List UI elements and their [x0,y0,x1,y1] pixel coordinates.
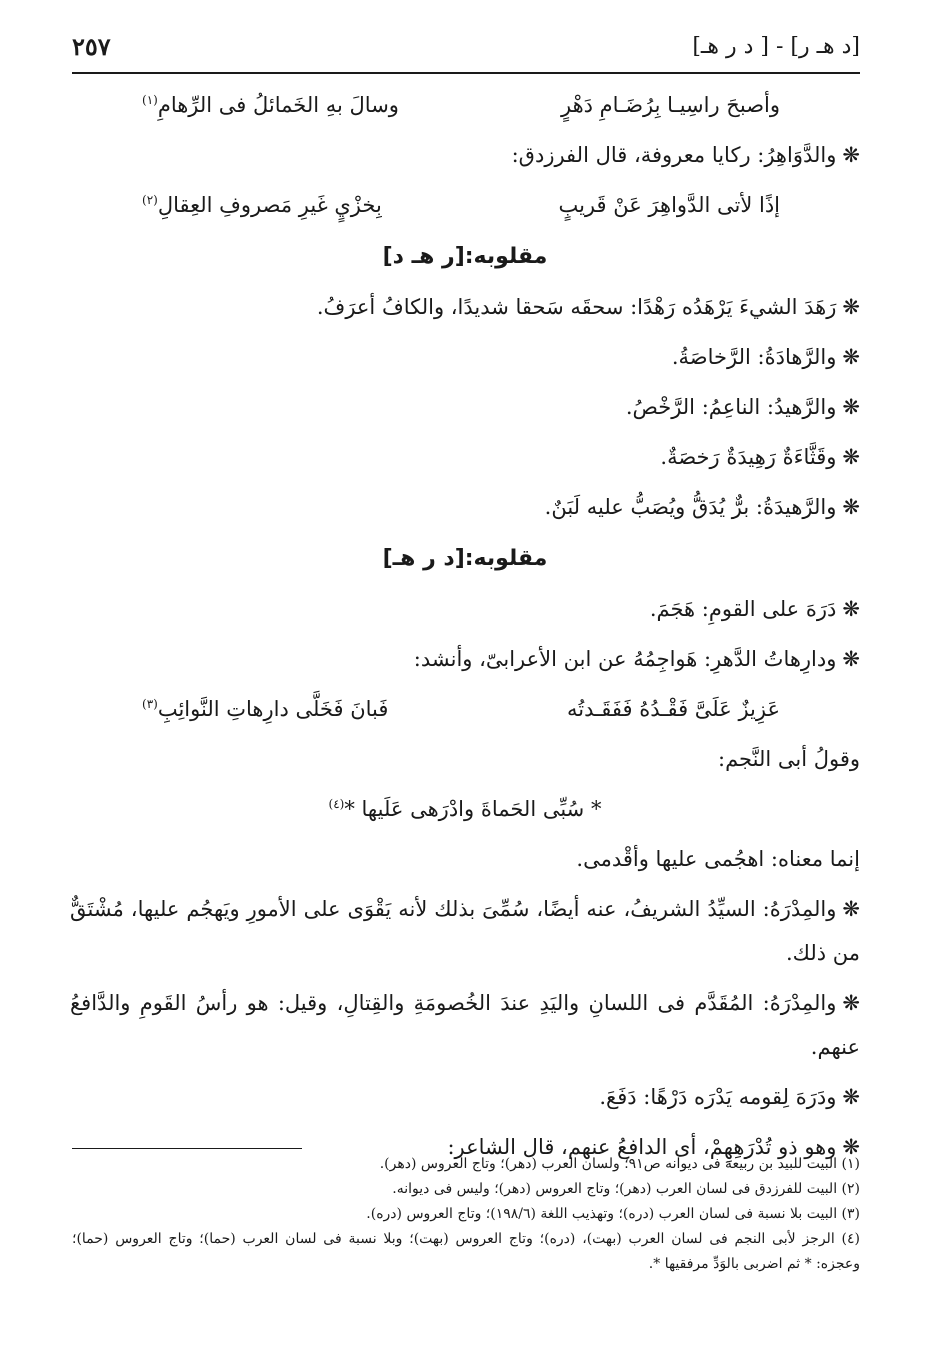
entry-rahid: ❋والرَّهيدُ: الناعِمُ: الرَّخْصُ. [625,395,860,419]
entry-tudrahihim: ❋وهو ذو تُدْرَهِهِمْ، أى الدافعُ عنهم، قال الشاعر: [447,1135,860,1159]
entry-dawahir: ❋والدَّوَاهِرُ: ركايا معروفة، قال الفرزدق: [511,143,860,167]
entry-daraha: ❋دَرَهَ على القومِ: هَجَمَ. [649,597,860,621]
footnotes [72,1152,860,1277]
entry-rahada: ❋رَهَدَ الشيءَ يَرْهَدُه رَهْدًا: سحقَه سَحقا شديدًا، والكافُ أعرَفُ. [316,295,860,319]
entry-star-icon: ❋ [842,1085,860,1109]
entry-midrah-muqaddam: ❋والمِدْرَهُ: المُقَدَّم فى اللسانِ واليَدِ عندَ الخُصومَةِ والقِتالِ، وقيل: هو رأسُ القَومِ والدَّافعُ عنهم. [70,991,860,1059]
page-header [72,28,860,68]
verse-3-first-hemistich: عَزِيزٌ عَلَىَّ فَقْـدُهُ فَفَقَـدتُه [567,697,780,721]
verse-1 [70,80,860,130]
entry-star-icon: ❋ [842,445,860,469]
entry-rahida: ❋والرَّهيدَةُ: برٌّ يُدَقُّ ويُصَبُّ عليه لَبَنٌ. [544,495,860,519]
entry-star-icon: ❋ [842,495,860,519]
verse-2-second-hemistich: بِخزْيٍ غَيرِ مَصروفِ العِقالِ$^{(٢)}$ [142,193,382,217]
verse-3-second-hemistich: فَبانَ فَخَلَّى دارِهاتِ النَّوائِبِ$^{(٣)}$ [142,697,389,721]
verse-1-second-hemistich: وسالَ بهِ الخَمائلُ فى الرِّهامِ$^{(١)}$ [142,93,399,117]
entry-star-icon: ❋ [842,597,860,621]
verse-2-first-hemistich: إذًا لأتى الدَّواهِرَ عَنْ قَريبٍ [558,193,780,217]
entry-star-icon: ❋ [842,647,860,671]
verse-2 [70,180,860,230]
running-title: [د هـ ر] - [ د ر هـ] [692,34,860,59]
footnote-ref-2[interactable]: (٢) [142,193,158,207]
entry-body [70,80,860,1172]
footnote-rule [72,1148,302,1149]
entry-daraha-defend: ❋ودَرَهَ لِقومه يَدْرَه دَرْهًا: دَفَعَ. [599,1085,860,1109]
footnote-ref-4[interactable]: (٤) [328,797,345,811]
entry-star-icon: ❋ [842,1135,860,1159]
footnote-2: (٢) البيت للفرزدق فى لسان العرب (دهر)؛ وتاج العروس (دهر)؛ وليس فى ديوانه. [392,1181,860,1197]
abu-najm-intro: وقولُ أبى النَّجم: [718,747,860,771]
verse-1-first-hemistich: وأصبحَ راسِيـا بِرُضَـامِ دَهْرٍ [560,93,780,117]
entry-star-icon: ❋ [842,897,860,921]
page-number: ٢٥٧ [72,32,111,61]
meaning-line: إنما معناه: اهجُمى عليها وأقْدمى. [576,847,860,871]
footnote-3: (٣) البيت بلا نسبة فى لسان العرب (دره)؛ وتهذيب اللغة (١٩٨/٦)؛ وتاج العروس (دره). [366,1206,860,1222]
entry-dariahat: ❋ودارِهاتُ الدَّهرِ: هَواجِمُهُ عن ابن الأعرابىّ، وأنشد: [413,647,860,671]
verse-3 [70,684,860,734]
entry-star-icon: ❋ [842,345,860,369]
footnote-ref-1[interactable]: (١) [142,93,158,107]
entry-star-icon: ❋ [842,991,860,1015]
section-heading-rhd: مقلوبه:[ر هـ د] [382,244,548,269]
section-heading-drh: مقلوبه:[د ر هـ] [382,546,548,571]
footnote-ref-3[interactable]: (٣) [142,697,158,711]
verse-4: * سُبِّى الحَماةَ وادْرَهى عَلَيها *$^{(٤)}$ [328,797,602,821]
header-rule [72,72,860,74]
entry-midrah-sayyid: ❋والمِدْرَهُ: السيِّدُ الشريفُ، عنه أيضًا، سُمِّىَ بذلك لأنه يَقْوَى على الأمورِ ويَهجُم عليها، مُشْتَقٌّ من ذلك. [70,897,860,965]
entry-star-icon: ❋ [842,295,860,319]
entry-qiththaa: ❋وقَثَّاءَةٌ رَهِيدَةٌ رَخصَةٌ. [660,445,860,469]
entry-rahada-softness: ❋والرَّهادَةُ: الرَّخاصَةُ. [671,345,860,369]
footnote-4: (٤) الرجز لأبى النجم فى لسان العرب (بهت)، (دره)؛ وتاج العروس (بهت)؛ وبلا نسبة فى لسان العرب (حما)؛ وتاج العروس (حما)؛ وعجزه: * ثم اضربى بالوَدِّ مرفقيها *. [72,1231,860,1272]
entry-star-icon: ❋ [842,395,860,419]
footnote-1: (١) البيت للبيد بن ربيعة فى ديوانه ص٩١؛ ولسان العرب (دهر)؛ وتاج العروس (دهر). [379,1156,860,1172]
entry-star-icon: ❋ [842,143,860,167]
